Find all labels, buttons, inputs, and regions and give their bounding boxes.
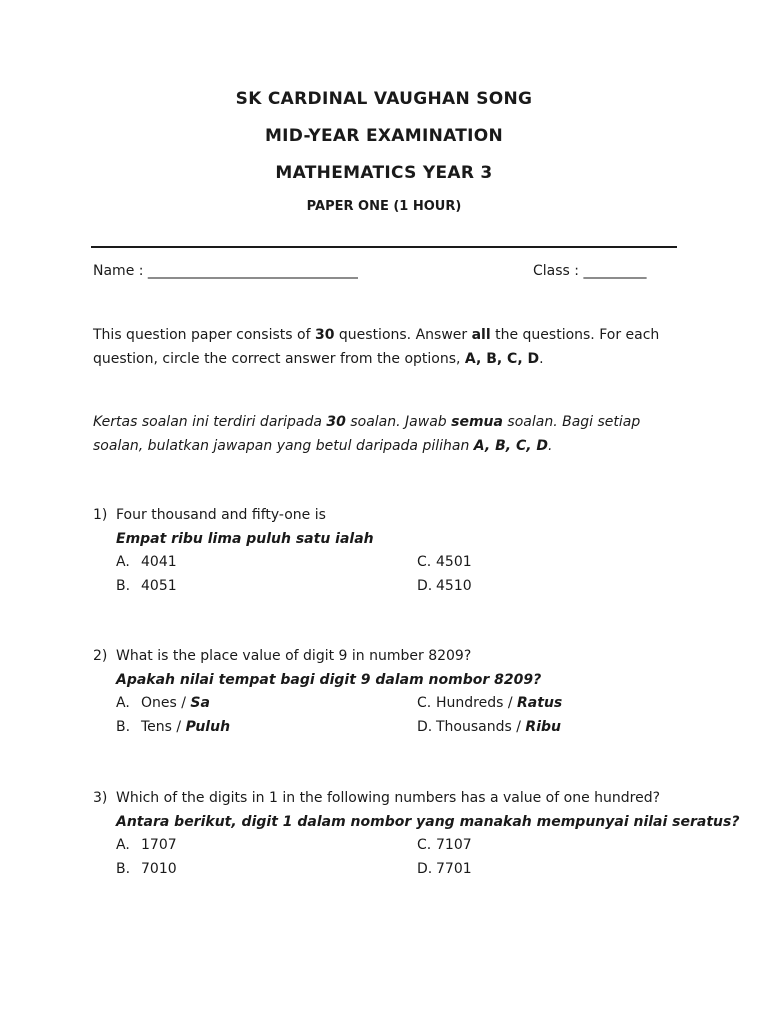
option-d-letter[interactable]: D. — [417, 861, 433, 877]
subject-title: MATHEMATICS YEAR 3 — [275, 163, 493, 183]
option-c-value[interactable]: 7107 — [436, 837, 472, 853]
instructions-english — [93, 323, 677, 371]
option-d-value[interactable]: 7701 — [436, 861, 472, 877]
option-a-value[interactable]: 4041 — [141, 554, 177, 570]
option-b-value[interactable]: Tens / Puluh — [141, 719, 231, 735]
question-translation: Apakah nilai tempat bagi digit 9 dalam nombor 8209? — [116, 672, 542, 688]
instr-en-part1: This question paper consists of — [93, 327, 315, 343]
option-b-letter[interactable]: B. — [116, 719, 131, 735]
option-c-value[interactable]: Hundreds / Ratus — [436, 695, 563, 711]
instr-en-all: all — [471, 327, 491, 343]
option-b-value[interactable]: 4051 — [141, 578, 177, 594]
instr-en-part4: . — [539, 351, 544, 367]
option-a-value[interactable]: 1707 — [141, 837, 177, 853]
instr-ms-options: A, B, C, D — [473, 438, 549, 454]
option-d-letter[interactable]: D. — [417, 719, 433, 735]
header-divider — [91, 246, 677, 248]
instr-en-part3: the questions. For each question, circle the correct answer from the options, — [93, 327, 660, 367]
question-number: 1) — [93, 507, 108, 523]
instr-ms-all: semua — [451, 414, 503, 430]
question-translation: Antara berikut, digit 1 dalam nombor yang manakah mempunyai nilai seratus? — [116, 814, 740, 830]
question-number: 2) — [93, 648, 108, 664]
option-c-letter[interactable]: C. — [417, 695, 432, 711]
option-b-letter[interactable]: B. — [116, 861, 131, 877]
option-c-value[interactable]: 4501 — [436, 554, 472, 570]
instr-ms-part1: Kertas soalan ini terdiri daripada — [93, 414, 327, 430]
school-name: SK CARDINAL VAUGHAN SONG — [235, 89, 533, 109]
question-text: Which of the digits in 1 in the following numbers has a value of one hundred? — [116, 790, 661, 806]
question-translation: Empat ribu lima puluh satu ialah — [116, 531, 374, 547]
exam-title: MID-YEAR EXAMINATION — [264, 126, 504, 146]
paper-title: PAPER ONE (1 HOUR) — [306, 199, 462, 214]
question-number: 3) — [93, 790, 108, 806]
option-a-value[interactable]: Ones / Sa — [141, 695, 210, 711]
instr-en-count: 30 — [314, 327, 335, 343]
name-field[interactable]: Name : ______________________________ — [93, 263, 358, 279]
class-field[interactable]: Class : _________ — [533, 263, 647, 279]
option-b-value[interactable]: 7010 — [141, 861, 177, 877]
instr-ms-part3: soalan. Bagi setiap soalan, bulatkan jawapan yang betul daripada pilihan — [93, 414, 641, 454]
option-a-letter[interactable]: A. — [116, 554, 130, 570]
option-d-value[interactable]: 4510 — [436, 578, 472, 594]
instr-ms-part4: . — [548, 438, 553, 454]
option-d-letter[interactable]: D. — [417, 578, 433, 594]
instr-ms-part2: soalan. Jawab — [345, 414, 452, 430]
option-b-letter[interactable]: B. — [116, 578, 131, 594]
instructions-malay — [93, 410, 677, 458]
question-text: What is the place value of digit 9 in number 8209? — [116, 648, 472, 664]
instr-en-options: A, B, C, D — [464, 351, 540, 367]
option-c-letter[interactable]: C. — [417, 837, 432, 853]
instr-ms-count: 30 — [326, 414, 346, 430]
option-a-letter[interactable]: A. — [116, 695, 130, 711]
instr-en-part2: questions. Answer — [334, 327, 472, 343]
option-a-letter[interactable]: A. — [116, 837, 130, 853]
option-c-letter[interactable]: C. — [417, 554, 432, 570]
option-d-value[interactable]: Thousands / Ribu — [436, 719, 561, 735]
question-text: Four thousand and fifty-one is — [116, 507, 326, 523]
